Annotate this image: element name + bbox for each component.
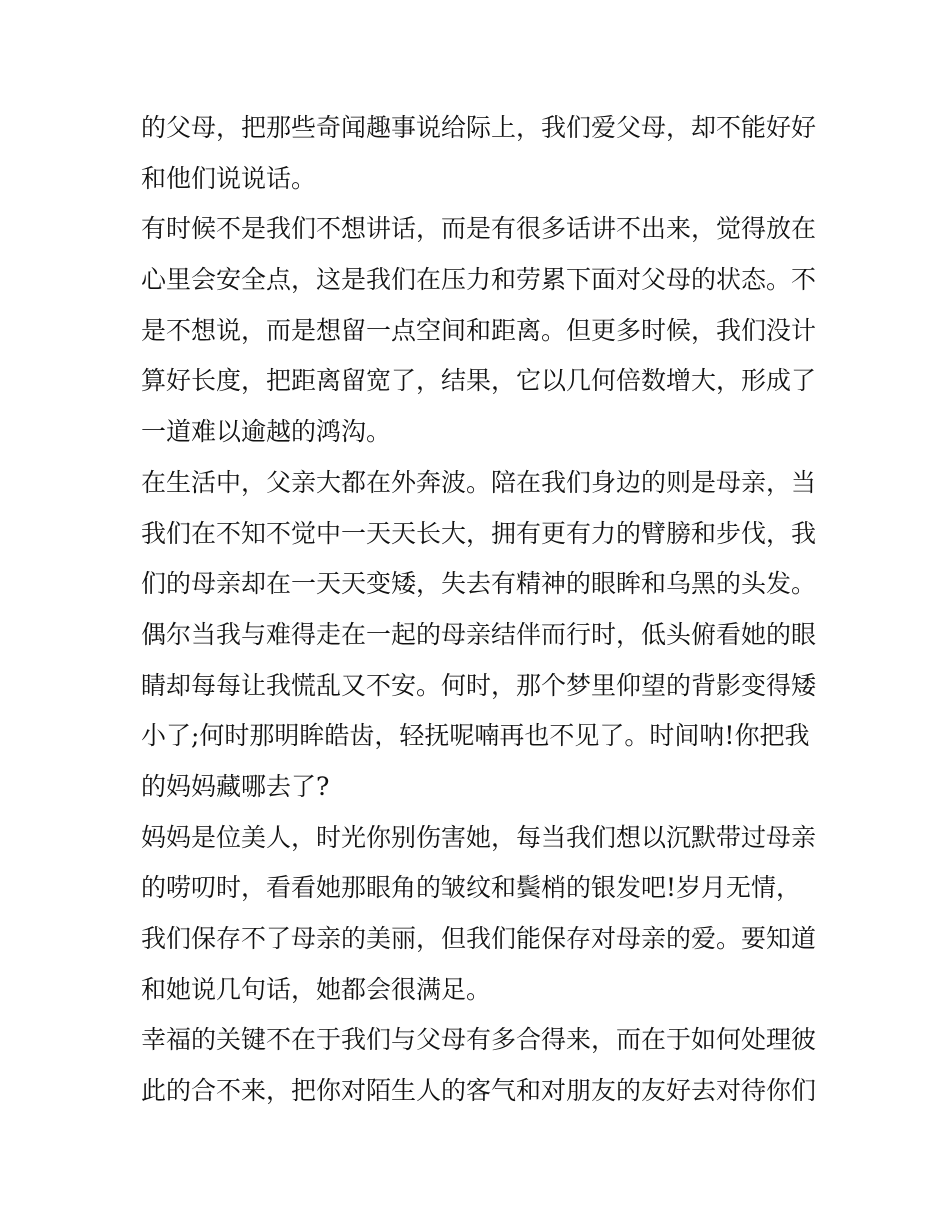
text-line: 我们保存不了母亲的美丽，但我们能保存对母亲的爱。要知道 [141, 924, 817, 953]
text-line: 此的合不来，把你对陌生人的客气和对朋友的友好去对待你们 [141, 1076, 817, 1106]
text-line: 心里会安全点，这是我们在压力和劳累下面对父母的状态。不 [141, 265, 817, 295]
text-line: 偶尔当我与难得走在一起的母亲结伴而行时，低头俯看她的眼 [141, 619, 817, 649]
text-line: 和他们说说话。 [141, 163, 317, 193]
text-line: 一道难以逾越的鸿沟。 [141, 417, 392, 447]
text-line: 有时候不是我们不想讲话，而是有很多话讲不出来，觉得放在 [141, 214, 817, 244]
text-line: 的妈妈藏哪去了? [141, 771, 330, 801]
text-line: 睛却每每让我慌乱又不安。何时，那个梦里仰望的背影变得矮 [141, 670, 817, 700]
text-line: 我们在不知不觉中一天天长大，拥有更有力的臂膀和步伐，我 [141, 518, 817, 548]
text-line: 们的母亲却在一天天变矮，失去有精神的眼眸和乌黑的头发。 [141, 569, 817, 599]
text-line: 算好长度，把距离留宽了，结果，它以几何倍数增大，形成了 [141, 366, 817, 396]
text-line: 小了;何时那明眸皓齿，轻抚呢喃再也不见了。时间呐!你把我 [141, 721, 810, 751]
text-line: 的唠叨时，看看她那眼角的皱纹和鬓梢的银发吧!岁月无情， [141, 873, 802, 903]
text-line: 在生活中，父亲大都在外奔波。陪在我们身边的则是母亲，当 [141, 467, 817, 497]
text-line: 幸福的关键不在于我们与父母有多合得来，而在于如何处理彼 [141, 1025, 817, 1055]
text-line: 的父母，把那些奇闻趣事说给际上，我们爱父母，却不能好好 [141, 113, 817, 142]
body-text [141, 103, 821, 1117]
text-line: 是不想说，而是想留一点空间和距离。但更多时候，我们没计 [141, 315, 817, 345]
text-line: 妈妈是位美人，时光你别伤害她，每当我们想以沉默带过母亲 [141, 822, 817, 852]
text-line: 和她说几句话，她都会很满足。 [141, 974, 492, 1004]
